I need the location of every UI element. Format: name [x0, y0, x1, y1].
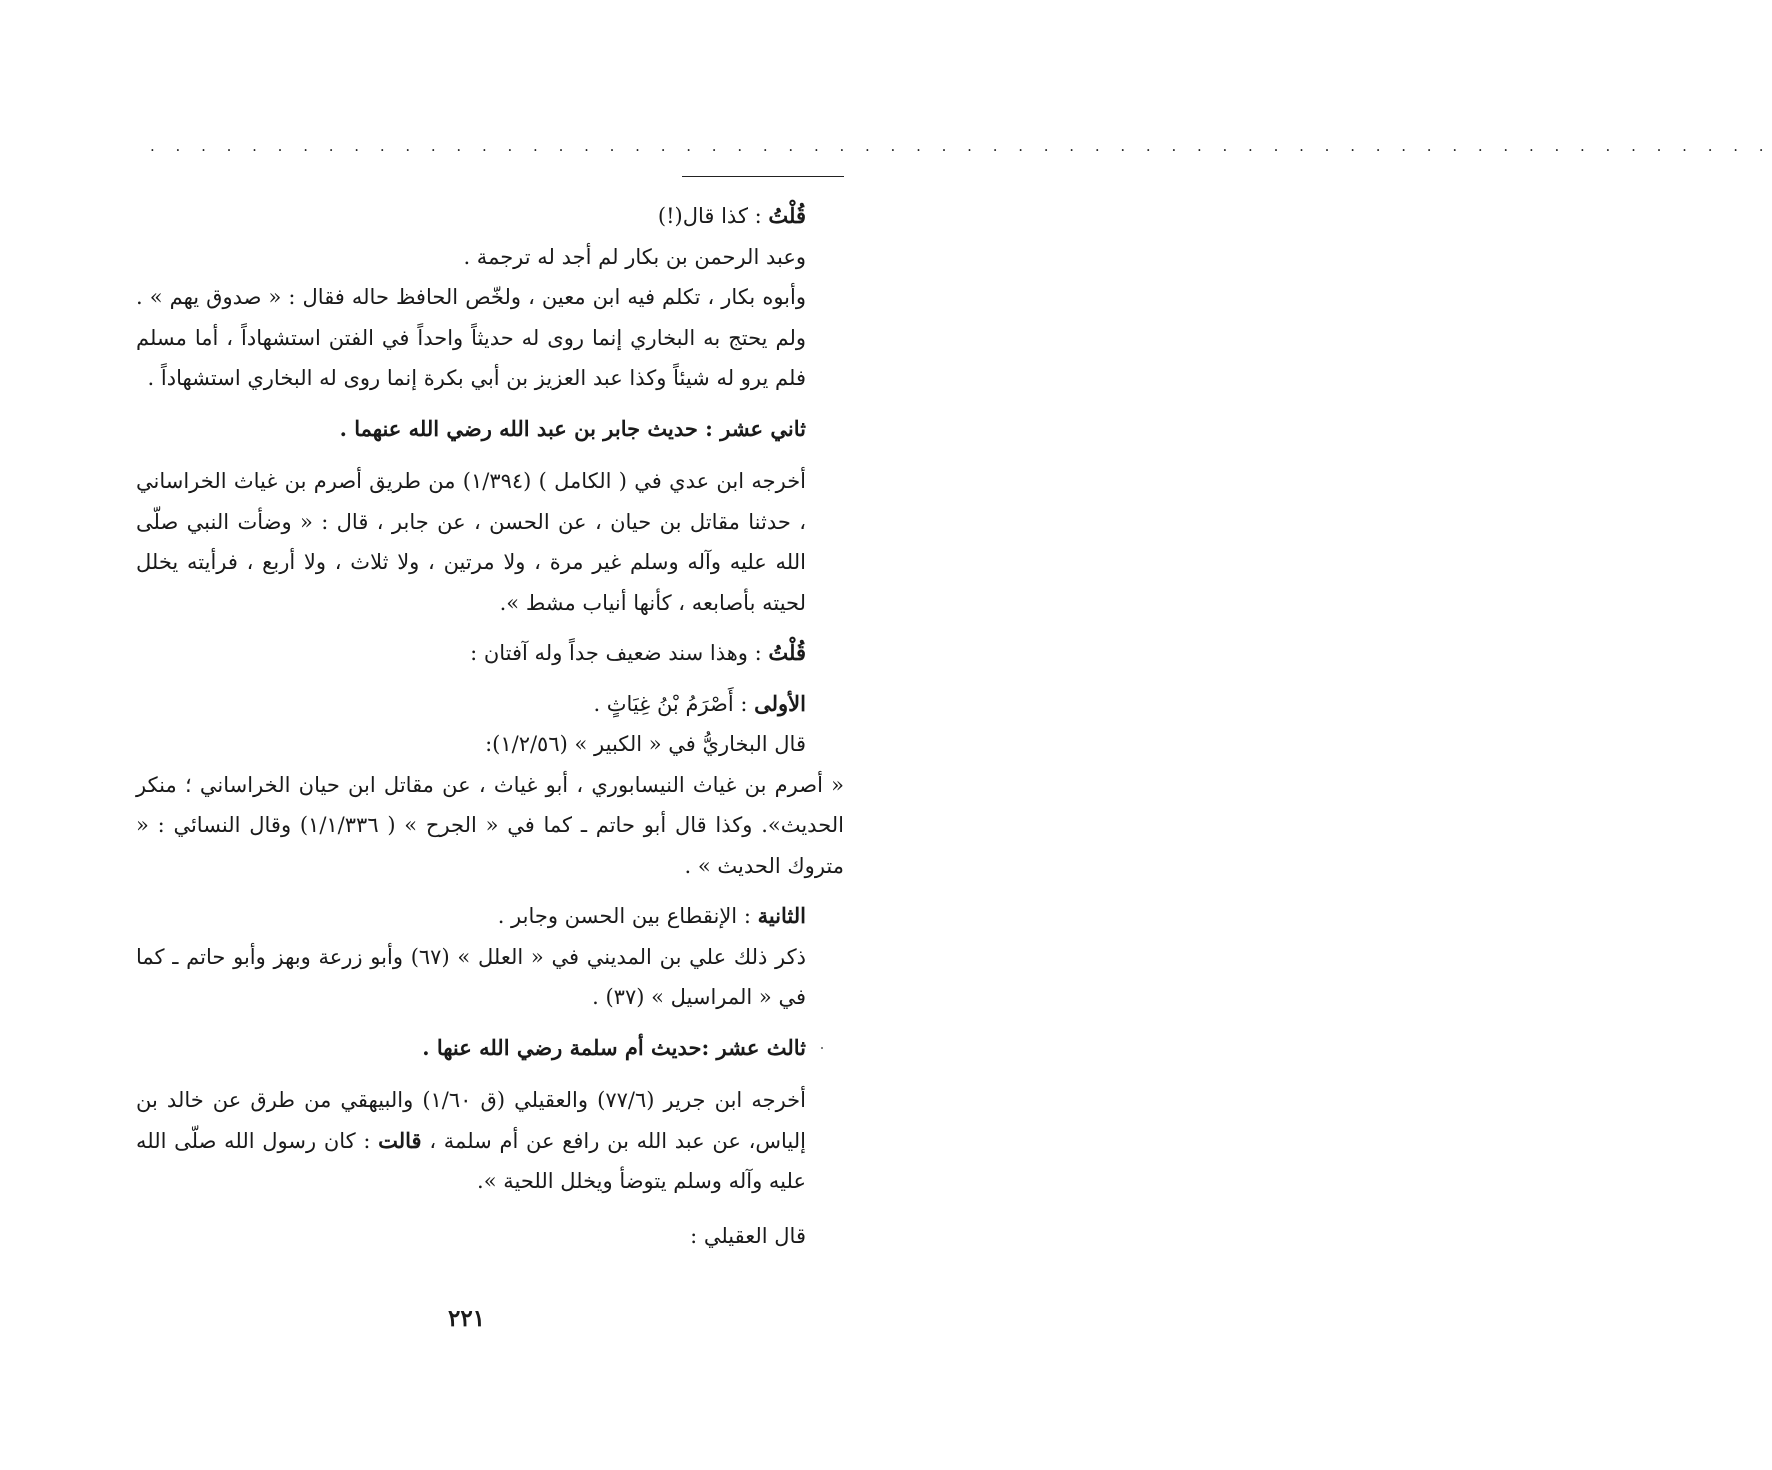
paragraph-text: ذكر ذلك علي بن المديني في « العلل » (٦٧) وأبو زرعة وبهز وأبو حاتم ـ كما في « المراسيل » (٣٧) .: [136, 944, 806, 1009]
paragraph: [136, 461, 844, 623]
paragraph-text: وعبد الرحمن بن بكار لم أجد له ترجمة .: [463, 244, 806, 269]
paragraph-text: : كان رسول الله صلّى الله عليه وآله وسلم يتوضأ ويخلل اللحية ».: [136, 1128, 806, 1193]
paragraph-lead: قالت: [378, 1127, 422, 1153]
dotted-separator: . . . . . . . . . . . . . . . . . . . . . . . . . . . . . . . . . . . . . . . . . . . . . . . . . . . . . . . . . . . . . . . .: [150, 137, 1772, 155]
section-heading: [136, 409, 844, 450]
paragraph: [136, 1216, 844, 1257]
paragraph: [136, 237, 844, 278]
body-text: [136, 196, 844, 1256]
paragraph: [136, 937, 844, 1018]
paragraph: [136, 724, 844, 765]
paragraph: [136, 765, 844, 887]
paragraph: [136, 277, 844, 399]
paragraph-lead: الثانية: [757, 903, 806, 928]
paragraph-lead: قُلْتُ: [768, 640, 806, 665]
paragraph-lead: الأولى: [754, 690, 806, 716]
paragraph-text: : وهذا سند ضعيف جداً وله آفتان :: [470, 641, 769, 665]
paragraph-text: « أصرم بن غياث النيسابوري ، أبو غياث ، عن مقاتل ابن حيان الخراساني ؛ منكر الحديث». وكذا قال أبو حاتم ـ كما في « الجرح » ( ١/١/٣٣٦) وقال النسائي : « متروك الحديث » .: [136, 772, 844, 878]
section-heading-text: ثاني عشر : حديث جابر بن عبد الله رضي الله عنهما .: [339, 415, 806, 441]
paragraph-text: وأبوه بكار ، تكلم فيه ابن معين ، ولخّص الحافظ حاله فقال : « صدوق يهم » . ولم يحتج به البخاري إنما روى له حديثاً واحداً في الفتن استشهاداً ، أما مسلم فلم يرو له شيئاً وكذا عبد العزيز بن أبي بكرة إنما روى له البخاري استشهاداً .: [136, 285, 806, 390]
paragraph-text: : الإنقطاع بين الحسن وجابر .: [497, 904, 758, 928]
paragraph: [136, 1080, 844, 1202]
paragraph-text: قال البخاريُّ في « الكبير » (١/٢/٥٦):: [485, 732, 806, 756]
section-heading-text: ثالث عشر :حديث أم سلمة رضي الله عنها .: [422, 1034, 806, 1060]
paragraph-text: : كذا قال(!): [657, 204, 769, 228]
paragraph-text: أخرجه ابن عدي في ( الكامل ) (١/٣٩٤) من طريق أصرم بن غياث الخراساني ، حدثنا مقاتل بن حيان ، عن الحسن ، عن جابر ، قال : « وضأت النبي صلّى الله عليه وآله وسلم غير مرة ، ولا مرتين ، ولا ثلاث ، ولا أربع ، فرأيته يخلل لحيته بأصابعه ، كأنها أنياب مشط ».: [136, 469, 807, 615]
paragraph: [136, 196, 844, 237]
paragraph-text: قال العقيلي :: [690, 1223, 806, 1248]
paragraph-text: أخرجه ابن جرير (٧٧/٦) والعقيلي (ق ١/٦٠) والبيهقي من طرق عن خالد بن إلياس، عن عبد الله بن رافع عن أم سلمة ،: [136, 1088, 806, 1153]
paragraph-text: : أَصْرَمُ بْنُ غِيَاثٍ .: [593, 691, 755, 716]
paragraph-lead: قُلْتُ: [768, 203, 806, 228]
page-number: ٢٢١: [447, 1305, 486, 1332]
section-heading: [136, 1028, 844, 1069]
paragraph: [136, 684, 844, 725]
paragraph: [136, 633, 844, 674]
paragraph: [136, 896, 844, 937]
footnote-rule: [682, 176, 844, 177]
